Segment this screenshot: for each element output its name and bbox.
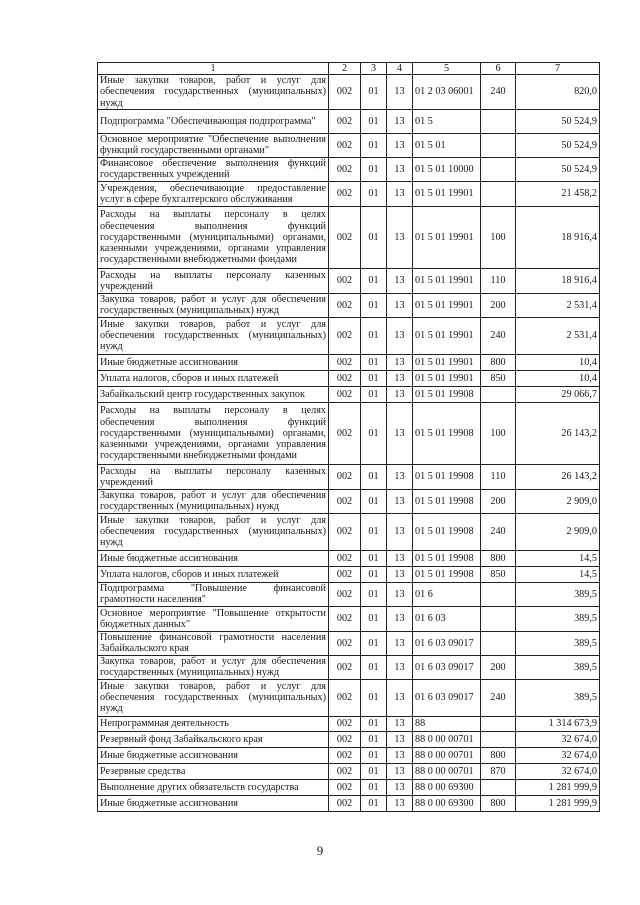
row-target-article: 01 5 01 19901 bbox=[413, 206, 481, 268]
table-row bbox=[98, 582, 600, 606]
row-grbs: 002 bbox=[329, 566, 361, 582]
row-target-article: 01 6 bbox=[413, 582, 481, 606]
row-section: 01 bbox=[361, 655, 387, 679]
row-amount: 389,5 bbox=[516, 606, 600, 631]
table-row bbox=[98, 513, 600, 550]
row-name: Иные бюджетные ассигнования bbox=[98, 354, 329, 370]
row-subsection: 13 bbox=[387, 157, 413, 181]
row-section: 01 bbox=[361, 317, 387, 354]
row-subsection: 13 bbox=[387, 566, 413, 582]
row-name: Финансовое обеспечение выполнения функций государственных учреждений bbox=[98, 157, 329, 181]
row-expense-type bbox=[481, 109, 516, 133]
row-grbs: 002 bbox=[329, 716, 361, 731]
table-row bbox=[98, 206, 600, 268]
row-amount: 2 909,0 bbox=[516, 513, 600, 550]
row-grbs: 002 bbox=[329, 464, 361, 489]
row-section: 01 bbox=[361, 582, 387, 606]
row-amount: 2 531,4 bbox=[516, 293, 600, 317]
table-row bbox=[98, 133, 600, 157]
row-target-article: 01 5 01 19908 bbox=[413, 386, 481, 402]
header-row bbox=[98, 63, 600, 75]
row-name: Иные бюджетные ассигнования bbox=[98, 550, 329, 566]
row-section: 01 bbox=[361, 550, 387, 566]
row-name: Закупка товаров, работ и услуг для обеспечения государственных (муниципальных) нужд bbox=[98, 489, 329, 513]
row-target-article: 01 5 01 19901 bbox=[413, 268, 481, 293]
header-col-5: 5 bbox=[413, 63, 481, 75]
table-row bbox=[98, 268, 600, 293]
row-amount: 820,0 bbox=[516, 75, 600, 110]
row-name: Забайкальский центр государственных закупок bbox=[98, 386, 329, 402]
row-amount: 18 916,4 bbox=[516, 206, 600, 268]
row-subsection: 13 bbox=[387, 75, 413, 110]
row-expense-type: 800 bbox=[481, 354, 516, 370]
header-col-4: 4 bbox=[387, 63, 413, 75]
row-amount: 26 143,2 bbox=[516, 402, 600, 464]
row-subsection: 13 bbox=[387, 513, 413, 550]
header-col-7: 7 bbox=[516, 63, 600, 75]
row-name: Расходы на выплаты персоналу казенных учреждений bbox=[98, 268, 329, 293]
row-section: 01 bbox=[361, 795, 387, 811]
row-target-article: 01 5 01 bbox=[413, 133, 481, 157]
row-grbs: 002 bbox=[329, 582, 361, 606]
row-amount: 2 531,4 bbox=[516, 317, 600, 354]
row-grbs: 002 bbox=[329, 370, 361, 386]
row-target-article: 01 6 03 bbox=[413, 606, 481, 631]
table-row bbox=[98, 550, 600, 566]
row-grbs: 002 bbox=[329, 402, 361, 464]
row-target-article: 01 5 01 10000 bbox=[413, 157, 481, 181]
row-name: Уплата налогов, сборов и иных платежей bbox=[98, 370, 329, 386]
row-grbs: 002 bbox=[329, 354, 361, 370]
row-expense-type bbox=[481, 606, 516, 631]
table-header bbox=[98, 63, 600, 75]
row-name: Подпрограмма "Обеспечивающая подпрограмма" bbox=[98, 109, 329, 133]
row-amount: 389,5 bbox=[516, 582, 600, 606]
row-subsection: 13 bbox=[387, 354, 413, 370]
row-grbs: 002 bbox=[329, 731, 361, 747]
row-section: 01 bbox=[361, 631, 387, 655]
row-grbs: 002 bbox=[329, 795, 361, 811]
row-name: Иные закупки товаров, работ и услуг для обеспечения государственных (муниципальных) нужд bbox=[98, 513, 329, 550]
row-name: Резервный фонд Забайкальского края bbox=[98, 731, 329, 747]
header-col-2: 2 bbox=[329, 63, 361, 75]
row-section: 01 bbox=[361, 716, 387, 731]
row-name: Иные закупки товаров, работ и услуг для обеспечения государственных (муниципальных) нужд bbox=[98, 679, 329, 716]
row-amount: 2 909,0 bbox=[516, 489, 600, 513]
row-expense-type bbox=[481, 731, 516, 747]
row-section: 01 bbox=[361, 779, 387, 795]
table-body bbox=[98, 75, 600, 812]
row-subsection: 13 bbox=[387, 370, 413, 386]
row-name: Иные закупки товаров, работ и услуг для обеспечения государственных (муниципальных) нужд bbox=[98, 75, 329, 110]
row-section: 01 bbox=[361, 489, 387, 513]
row-grbs: 002 bbox=[329, 268, 361, 293]
row-grbs: 002 bbox=[329, 109, 361, 133]
row-expense-type: 100 bbox=[481, 402, 516, 464]
row-target-article: 01 5 01 19908 bbox=[413, 489, 481, 513]
row-amount: 50 524,9 bbox=[516, 133, 600, 157]
row-section: 01 bbox=[361, 268, 387, 293]
row-expense-type bbox=[481, 386, 516, 402]
row-grbs: 002 bbox=[329, 133, 361, 157]
row-section: 01 bbox=[361, 293, 387, 317]
row-amount: 21 458,2 bbox=[516, 181, 600, 206]
row-target-article: 01 6 03 09017 bbox=[413, 655, 481, 679]
row-expense-type: 240 bbox=[481, 679, 516, 716]
row-amount: 389,5 bbox=[516, 631, 600, 655]
row-name: Повышение финансовой грамотности населения Забайкальского края bbox=[98, 631, 329, 655]
row-grbs: 002 bbox=[329, 679, 361, 716]
table-row bbox=[98, 181, 600, 206]
row-grbs: 002 bbox=[329, 606, 361, 631]
row-section: 01 bbox=[361, 402, 387, 464]
row-target-article: 01 5 01 19908 bbox=[413, 402, 481, 464]
row-expense-type: 850 bbox=[481, 566, 516, 582]
row-subsection: 13 bbox=[387, 631, 413, 655]
row-subsection: 13 bbox=[387, 679, 413, 716]
row-grbs: 002 bbox=[329, 181, 361, 206]
row-name: Подпрограмма "Повышение финансовой грамотности населения" bbox=[98, 582, 329, 606]
row-subsection: 13 bbox=[387, 317, 413, 354]
row-subsection: 13 bbox=[387, 268, 413, 293]
table-row bbox=[98, 731, 600, 747]
row-amount: 32 674,0 bbox=[516, 747, 600, 763]
row-expense-type: 870 bbox=[481, 763, 516, 779]
row-amount: 26 143,2 bbox=[516, 464, 600, 489]
row-name: Уплата налогов, сборов и иных платежей bbox=[98, 566, 329, 582]
row-name: Расходы на выплаты персоналу в целях обеспечения выполнения функций государственными (муниципальными) органами, казенными учреждениями, органами управления государственными внебюджетными фондами bbox=[98, 206, 329, 268]
table-row bbox=[98, 75, 600, 110]
row-subsection: 13 bbox=[387, 550, 413, 566]
row-expense-type: 240 bbox=[481, 513, 516, 550]
row-section: 01 bbox=[361, 75, 387, 110]
row-name: Выполнение других обязательств государства bbox=[98, 779, 329, 795]
row-section: 01 bbox=[361, 747, 387, 763]
row-expense-type bbox=[481, 631, 516, 655]
row-target-article: 01 5 01 19901 bbox=[413, 293, 481, 317]
table-row bbox=[98, 679, 600, 716]
row-section: 01 bbox=[361, 731, 387, 747]
row-grbs: 002 bbox=[329, 747, 361, 763]
row-target-article: 88 0 00 69300 bbox=[413, 779, 481, 795]
budget-table-page bbox=[97, 62, 599, 812]
row-subsection: 13 bbox=[387, 731, 413, 747]
row-subsection: 13 bbox=[387, 293, 413, 317]
row-expense-type: 850 bbox=[481, 370, 516, 386]
row-section: 01 bbox=[361, 133, 387, 157]
table-row bbox=[98, 317, 600, 354]
row-expense-type: 800 bbox=[481, 795, 516, 811]
row-target-article: 01 5 01 19901 bbox=[413, 181, 481, 206]
row-expense-type bbox=[481, 133, 516, 157]
row-expense-type: 800 bbox=[481, 747, 516, 763]
table-row bbox=[98, 354, 600, 370]
row-grbs: 002 bbox=[329, 763, 361, 779]
row-target-article: 01 5 01 19901 bbox=[413, 370, 481, 386]
row-subsection: 13 bbox=[387, 606, 413, 631]
row-target-article: 01 6 03 09017 bbox=[413, 679, 481, 716]
row-subsection: 13 bbox=[387, 716, 413, 731]
row-grbs: 002 bbox=[329, 317, 361, 354]
row-section: 01 bbox=[361, 109, 387, 133]
row-subsection: 13 bbox=[387, 402, 413, 464]
row-name: Расходы на выплаты персоналу казенных учреждений bbox=[98, 464, 329, 489]
row-expense-type bbox=[481, 181, 516, 206]
table-row bbox=[98, 370, 600, 386]
row-name: Основное мероприятие "Обеспечение выполнения функций государственными органами" bbox=[98, 133, 329, 157]
row-name: Резервные средства bbox=[98, 763, 329, 779]
row-subsection: 13 bbox=[387, 795, 413, 811]
row-amount: 32 674,0 bbox=[516, 731, 600, 747]
row-amount: 389,5 bbox=[516, 655, 600, 679]
row-target-article: 01 5 01 19908 bbox=[413, 464, 481, 489]
row-expense-type: 240 bbox=[481, 317, 516, 354]
table-row bbox=[98, 157, 600, 181]
row-section: 01 bbox=[361, 606, 387, 631]
row-amount: 50 524,9 bbox=[516, 157, 600, 181]
row-expense-type: 110 bbox=[481, 268, 516, 293]
row-target-article: 88 0 00 00701 bbox=[413, 763, 481, 779]
table-row bbox=[98, 747, 600, 763]
budget-table bbox=[97, 62, 600, 812]
row-expense-type: 110 bbox=[481, 464, 516, 489]
row-grbs: 002 bbox=[329, 206, 361, 268]
row-name: Закупка товаров, работ и услуг для обеспечения государственных (муниципальных) нужд bbox=[98, 655, 329, 679]
row-grbs: 002 bbox=[329, 550, 361, 566]
table-row bbox=[98, 763, 600, 779]
row-section: 01 bbox=[361, 513, 387, 550]
row-grbs: 002 bbox=[329, 489, 361, 513]
row-section: 01 bbox=[361, 386, 387, 402]
row-grbs: 002 bbox=[329, 513, 361, 550]
row-name: Непрограммная деятельность bbox=[98, 716, 329, 731]
row-subsection: 13 bbox=[387, 464, 413, 489]
row-grbs: 002 bbox=[329, 779, 361, 795]
table-row bbox=[98, 631, 600, 655]
row-amount: 14,5 bbox=[516, 550, 600, 566]
table-row bbox=[98, 716, 600, 731]
row-expense-type: 200 bbox=[481, 293, 516, 317]
row-section: 01 bbox=[361, 679, 387, 716]
row-amount: 32 674,0 bbox=[516, 763, 600, 779]
row-expense-type bbox=[481, 582, 516, 606]
row-grbs: 002 bbox=[329, 75, 361, 110]
row-target-article: 88 0 00 00701 bbox=[413, 747, 481, 763]
row-expense-type: 240 bbox=[481, 75, 516, 110]
row-amount: 1 281 999,9 bbox=[516, 795, 600, 811]
row-target-article: 01 5 01 19908 bbox=[413, 566, 481, 582]
header-col-1: 1 bbox=[98, 63, 329, 75]
row-grbs: 002 bbox=[329, 157, 361, 181]
row-subsection: 13 bbox=[387, 779, 413, 795]
row-target-article: 88 0 00 69300 bbox=[413, 795, 481, 811]
row-subsection: 13 bbox=[387, 489, 413, 513]
table-row bbox=[98, 464, 600, 489]
table-row bbox=[98, 795, 600, 811]
row-section: 01 bbox=[361, 354, 387, 370]
row-subsection: 13 bbox=[387, 133, 413, 157]
row-subsection: 13 bbox=[387, 582, 413, 606]
table-row bbox=[98, 386, 600, 402]
row-subsection: 13 bbox=[387, 747, 413, 763]
table-row bbox=[98, 293, 600, 317]
row-amount: 389,5 bbox=[516, 679, 600, 716]
row-target-article: 01 5 01 19908 bbox=[413, 513, 481, 550]
row-grbs: 002 bbox=[329, 631, 361, 655]
page-number: 9 bbox=[316, 843, 324, 858]
header-col-6: 6 bbox=[481, 63, 516, 75]
row-subsection: 13 bbox=[387, 386, 413, 402]
table-row bbox=[98, 566, 600, 582]
row-name: Расходы на выплаты персоналу в целях обеспечения выполнения функций государственными (муниципальными) органами, казенными учреждениями, органами управления государственными внебюджетными фондами bbox=[98, 402, 329, 464]
header-col-3: 3 bbox=[361, 63, 387, 75]
row-expense-type: 200 bbox=[481, 655, 516, 679]
row-subsection: 13 bbox=[387, 763, 413, 779]
table-row bbox=[98, 655, 600, 679]
row-section: 01 bbox=[361, 464, 387, 489]
table-row bbox=[98, 402, 600, 464]
row-amount: 14,5 bbox=[516, 566, 600, 582]
row-name: Закупка товаров, работ и услуг для обеспечения государственных (муниципальных) нужд bbox=[98, 293, 329, 317]
row-target-article: 88 bbox=[413, 716, 481, 731]
row-expense-type bbox=[481, 716, 516, 731]
table-row bbox=[98, 779, 600, 795]
row-grbs: 002 bbox=[329, 655, 361, 679]
row-target-article: 01 5 01 19908 bbox=[413, 550, 481, 566]
row-expense-type bbox=[481, 779, 516, 795]
table-row bbox=[98, 606, 600, 631]
row-target-article: 01 6 03 09017 bbox=[413, 631, 481, 655]
row-section: 01 bbox=[361, 370, 387, 386]
row-amount: 10,4 bbox=[516, 354, 600, 370]
row-amount: 10,4 bbox=[516, 370, 600, 386]
row-amount: 1 314 673,9 bbox=[516, 716, 600, 731]
row-amount: 50 524,9 bbox=[516, 109, 600, 133]
table-row bbox=[98, 489, 600, 513]
row-subsection: 13 bbox=[387, 206, 413, 268]
row-section: 01 bbox=[361, 206, 387, 268]
row-subsection: 13 bbox=[387, 655, 413, 679]
row-target-article: 88 0 00 00701 bbox=[413, 731, 481, 747]
row-name: Основное мероприятие "Повышение открытости бюджетных данных" bbox=[98, 606, 329, 631]
row-section: 01 bbox=[361, 566, 387, 582]
row-section: 01 bbox=[361, 763, 387, 779]
row-section: 01 bbox=[361, 181, 387, 206]
row-expense-type: 200 bbox=[481, 489, 516, 513]
row-target-article: 01 2 03 06001 bbox=[413, 75, 481, 110]
row-name: Учреждения, обеспечивающие предоставление услуг в сфере бухгалтерского обслуживания bbox=[98, 181, 329, 206]
row-subsection: 13 bbox=[387, 181, 413, 206]
row-amount: 18 916,4 bbox=[516, 268, 600, 293]
row-expense-type: 800 bbox=[481, 550, 516, 566]
row-subsection: 13 bbox=[387, 109, 413, 133]
row-amount: 29 066,7 bbox=[516, 386, 600, 402]
row-expense-type: 100 bbox=[481, 206, 516, 268]
table-row bbox=[98, 109, 600, 133]
row-name: Иные закупки товаров, работ и услуг для обеспечения государственных (муниципальных) нужд bbox=[98, 317, 329, 354]
row-target-article: 01 5 01 19901 bbox=[413, 317, 481, 354]
row-grbs: 002 bbox=[329, 293, 361, 317]
row-expense-type bbox=[481, 157, 516, 181]
row-amount: 1 281 999,9 bbox=[516, 779, 600, 795]
row-name: Иные бюджетные ассигнования bbox=[98, 747, 329, 763]
row-section: 01 bbox=[361, 157, 387, 181]
row-name: Иные бюджетные ассигнования bbox=[98, 795, 329, 811]
row-target-article: 01 5 01 19901 bbox=[413, 354, 481, 370]
row-grbs: 002 bbox=[329, 386, 361, 402]
row-target-article: 01 5 bbox=[413, 109, 481, 133]
